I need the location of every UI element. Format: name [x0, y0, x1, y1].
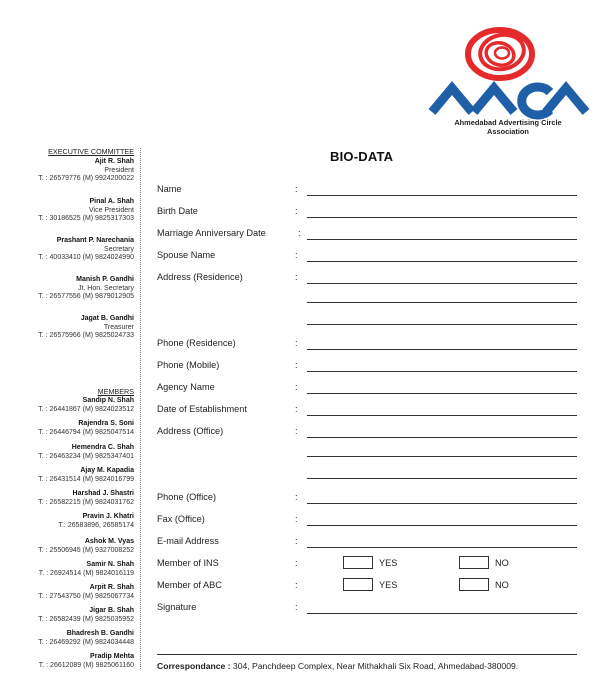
member-name: Jigar B. Shah: [89, 607, 134, 614]
member-name: Ashok M. Vyas: [84, 538, 134, 545]
address-residence-field[interactable]: [157, 272, 577, 286]
member-role: President: [104, 166, 134, 174]
date-of-establishment-field[interactable]: [157, 404, 577, 418]
page-title: BIO-DATA: [330, 149, 394, 164]
ins-yes-label: YES: [379, 558, 398, 568]
member-name: Bhadresh B. Gandhi: [66, 630, 134, 637]
email-input-line[interactable]: [307, 547, 577, 548]
member-phone: T. : 26577556 (M) 9879012905: [38, 293, 134, 301]
agency-name-input-line[interactable]: [307, 393, 577, 394]
birth-date-input-line[interactable]: [307, 217, 577, 218]
field-colon: :: [295, 250, 298, 260]
member-phone: T. : 26431514 (M) 9824016799: [38, 475, 134, 483]
name-field[interactable]: [157, 184, 577, 198]
abc-no-label: NO: [495, 580, 509, 590]
member: [0, 584, 134, 601]
address-office-field[interactable]: [157, 426, 577, 440]
address-office-line-2[interactable]: [307, 456, 577, 457]
field-colon: :: [295, 206, 298, 216]
footer-divider: [157, 654, 577, 655]
phone-office-field[interactable]: [157, 492, 577, 506]
member: [0, 397, 134, 414]
logo-subtitle-line2: Association: [487, 127, 529, 136]
address-office-line-3[interactable]: [307, 478, 577, 479]
address-residence-line-2[interactable]: [307, 302, 577, 303]
marriage-anniversary-field[interactable]: [157, 228, 577, 242]
birth-date-field[interactable]: [157, 206, 577, 220]
member-name: Jagat B. Gandhi: [80, 315, 134, 322]
field-label: Fax (Office): [157, 514, 205, 524]
agency-name-field[interactable]: [157, 382, 577, 396]
member-role: Treasurer: [103, 323, 134, 331]
field-colon: :: [295, 580, 298, 590]
spouse-name-field[interactable]: [157, 250, 577, 264]
abc-yes-label: YES: [379, 580, 398, 590]
field-colon: :: [295, 184, 298, 194]
field-colon: :: [295, 426, 298, 436]
member-name: Samir N. Shah: [86, 561, 134, 568]
member-name: Pravin J. Khatri: [82, 513, 134, 520]
aaca-wordmark: [432, 87, 586, 115]
field-colon: :: [295, 558, 298, 568]
field-label: Address (Residence): [157, 272, 243, 282]
executive-member: [0, 198, 134, 224]
member-name: Sandip N. Shah: [82, 397, 134, 404]
member-phone: T. : 26582215 (M) 9824031762: [38, 498, 134, 506]
member: [0, 607, 134, 624]
field-label: Phone (Residence): [157, 338, 236, 348]
field-label: E-mail Address: [157, 536, 219, 546]
member-name: Pradip Mehta: [90, 653, 134, 660]
address-residence-line-3[interactable]: [307, 324, 577, 325]
members-heading: MEMBERS: [97, 387, 134, 396]
field-label: Address (Office): [157, 426, 224, 436]
phone-office-input-line[interactable]: [307, 503, 577, 504]
member: [0, 630, 134, 647]
field-colon: :: [295, 404, 298, 414]
executive-member: [0, 237, 134, 263]
executive-member: [0, 158, 134, 184]
field-label: Agency Name: [157, 382, 215, 392]
aaca-logo: [418, 22, 598, 142]
phone-mobile-input-line[interactable]: [307, 371, 577, 372]
member: [0, 420, 134, 437]
member-phone: T. : 26924514 (M) 9824016119: [38, 569, 134, 577]
address-office-input-line[interactable]: [307, 437, 577, 438]
field-label: Phone (Office): [157, 492, 217, 502]
member-role: Secretary: [104, 245, 134, 253]
member-name: Ajit R. Shah: [94, 158, 134, 165]
phone-mobile-field[interactable]: [157, 360, 577, 374]
member: [0, 561, 134, 578]
member: [0, 467, 134, 484]
abc-no-checkbox[interactable]: [459, 578, 489, 591]
field-label: Spouse Name: [157, 250, 216, 260]
address-residence-input-line[interactable]: [307, 283, 577, 284]
phone-residence-input-line[interactable]: [307, 349, 577, 350]
correspondence-address: [157, 661, 518, 671]
member-name: Pinal A. Shah: [89, 198, 134, 205]
field-colon: :: [295, 360, 298, 370]
member-phone: T. : 27543750 (M) 9825067734: [38, 592, 134, 600]
member-phone: T. : 26575966 (M) 9825024733: [38, 332, 134, 340]
marriage-anniversary-input-line[interactable]: [307, 239, 577, 240]
member-phone: T. : 26441867 (M) 9824023512: [38, 405, 134, 413]
member-phone: T. : 25506945 (M) 9327008252: [38, 546, 134, 554]
field-label: Name: [157, 184, 182, 194]
member-name: Arpit R. Shah: [89, 584, 134, 591]
member-phone: T. : 26463234 (M) 9825347401: [38, 452, 134, 460]
field-colon: :: [295, 272, 298, 282]
member-role: Vice President: [88, 206, 134, 214]
field-colon: :: [295, 382, 298, 392]
correspondence-text: 304, Panchdeep Complex, Near Mithakhali Six Road, Ahmedabad-380009.: [230, 661, 519, 671]
name-input-line[interactable]: [307, 195, 577, 196]
member-phone: T. : 30186525 (M) 9825317303: [38, 215, 134, 223]
ins-no-label: NO: [495, 558, 509, 568]
date-of-establishment-input-line[interactable]: [307, 415, 577, 416]
spouse-name-input-line[interactable]: [307, 261, 577, 262]
member: [0, 538, 134, 555]
field-label: Birth Date: [157, 206, 198, 216]
ins-yes-checkbox[interactable]: [343, 556, 373, 569]
member: [0, 513, 134, 530]
fax-office-input-line[interactable]: [307, 525, 577, 526]
signature-input-line[interactable]: [307, 613, 577, 614]
ins-no-checkbox[interactable]: [459, 556, 489, 569]
phone-residence-field[interactable]: [157, 338, 577, 352]
field-colon: :: [295, 536, 298, 546]
email-field[interactable]: [157, 536, 577, 550]
executive-member: [0, 315, 134, 341]
logo-subtitle-line1: Ahmedabad Advertising Circle: [454, 118, 562, 127]
member-name: Rajendra S. Soni: [78, 420, 134, 427]
member-phone: T. : 26579776 (M) 9924200022: [38, 175, 134, 183]
member-phone: T.: 26583896, 26585174: [58, 521, 134, 529]
correspondence-label: Correspondance :: [157, 661, 231, 671]
sidebar-divider: [140, 148, 141, 669]
member-phone: T. : 40033410 (M) 9824024990: [38, 254, 134, 262]
field-colon: :: [295, 602, 298, 612]
field-colon: :: [298, 228, 301, 238]
field-label: Member of ABC: [157, 580, 222, 590]
member-name: Manish P. Gandhi: [76, 276, 134, 283]
member-name: Hemendra C. Shah: [71, 444, 134, 451]
member-phone: T. : 26582439 (M) 9825035952: [38, 615, 134, 623]
field-label: Date of Establishment: [157, 404, 247, 414]
executive-heading: EXECUTIVE COMMITTEE: [48, 147, 134, 156]
field-label: Signature: [157, 602, 197, 612]
member-role: Jt. Hon. Secretary: [77, 284, 134, 292]
field-colon: :: [295, 492, 298, 502]
field-label: Member of INS: [157, 558, 219, 568]
rose-emblem-icon: [418, 22, 598, 122]
field-colon: :: [295, 338, 298, 348]
fax-office-field[interactable]: [157, 514, 577, 528]
field-label: Marriage Anniversary Date: [157, 228, 266, 238]
member-phone: T. : 26469292 (M) 9824034448: [38, 638, 134, 646]
member: [0, 444, 134, 461]
field-colon: :: [295, 514, 298, 524]
abc-yes-checkbox[interactable]: [343, 578, 373, 591]
member-name: Prashant P. Narechania: [56, 237, 134, 244]
executive-member: [0, 276, 134, 302]
member: [0, 653, 134, 670]
member-name: Harshad J. Shastri: [72, 490, 134, 497]
signature-field[interactable]: [157, 602, 577, 616]
member: [0, 490, 134, 507]
member-name: Ajay M. Kapadia: [80, 467, 134, 474]
field-label: Phone (Mobile): [157, 360, 220, 370]
member-phone: T. : 26446794 (M) 9825047514: [38, 428, 134, 436]
member-phone: T. : 26612089 (M) 9825061160: [38, 661, 134, 669]
